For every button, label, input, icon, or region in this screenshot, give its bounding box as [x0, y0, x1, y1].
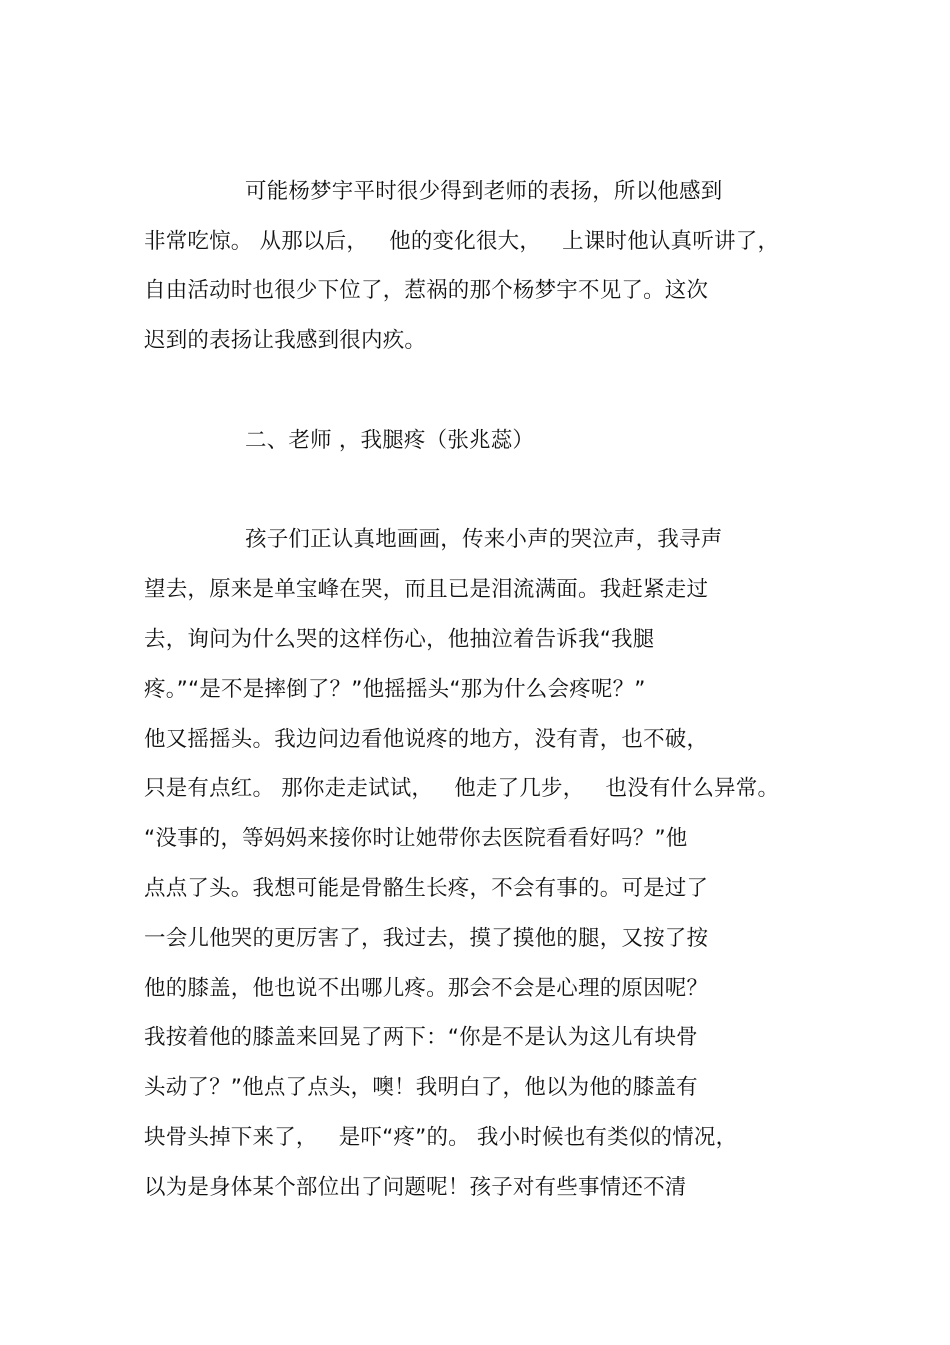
text-line: 他的膝盖，他也说不出哪儿疼。那会不会是心理的原因呢？	[144, 976, 709, 1001]
text-line: 自由活动时也很少下位了，惹祸的那个杨梦宇不见了。这次	[144, 278, 709, 303]
text-line: 非常吃惊。 从那以后， 他的变化很大， 上课时他认真听讲了，	[144, 229, 780, 254]
text-line: 我按着他的膝盖来回晃了两下：“你是不是认为这儿有块骨	[144, 1025, 698, 1050]
text-line: 以为是身体某个部位出了问题呢！孩子对有些事情还不清	[144, 1175, 687, 1200]
section-heading: 二、老师 ，我腿疼（张兆蕊）	[245, 428, 535, 453]
text-line: “没事的，等妈妈来接你时让她带你去医院看看好吗？”他	[144, 826, 688, 851]
text-line: 他又摇摇头。我边问边看他说疼的地方，没有青，也不破，	[144, 727, 709, 752]
text-line: 疼。”“是不是摔倒了？”他摇摇头“那为什么会疼呢？”	[144, 677, 646, 702]
text-line: 块骨头掉下来了， 是吓“疼”的。 我小时候也有类似的情况，	[144, 1125, 738, 1150]
text-line: 点点了头。我想可能是骨骼生长疼，不会有事的。可是过了	[144, 876, 709, 901]
text-line: 望去，原来是单宝峰在哭，而且已是泪流满面。我赶紧走过	[144, 577, 709, 602]
text-line: 头动了？”他点了点头，噢！我明白了，他以为他的膝盖有	[144, 1075, 698, 1100]
text-line: 可能杨梦宇平时很少得到老师的表扬，所以他感到	[245, 179, 723, 204]
text-line: 一会儿他哭的更厉害了，我过去，摸了摸他的腿，又按了按	[144, 926, 709, 951]
text-line: 孩子们正认真地画画，传来小声的哭泣声，我寻声	[245, 527, 723, 552]
text-line: 迟到的表扬让我感到很内疚。	[144, 328, 427, 353]
text-line: 只是有点红。 那你走走试试， 他走了几步， 也没有什么异常。	[144, 776, 780, 801]
text-line: 去，询问为什么哭的这样伤心，他抽泣着告诉我“我腿	[144, 627, 655, 652]
